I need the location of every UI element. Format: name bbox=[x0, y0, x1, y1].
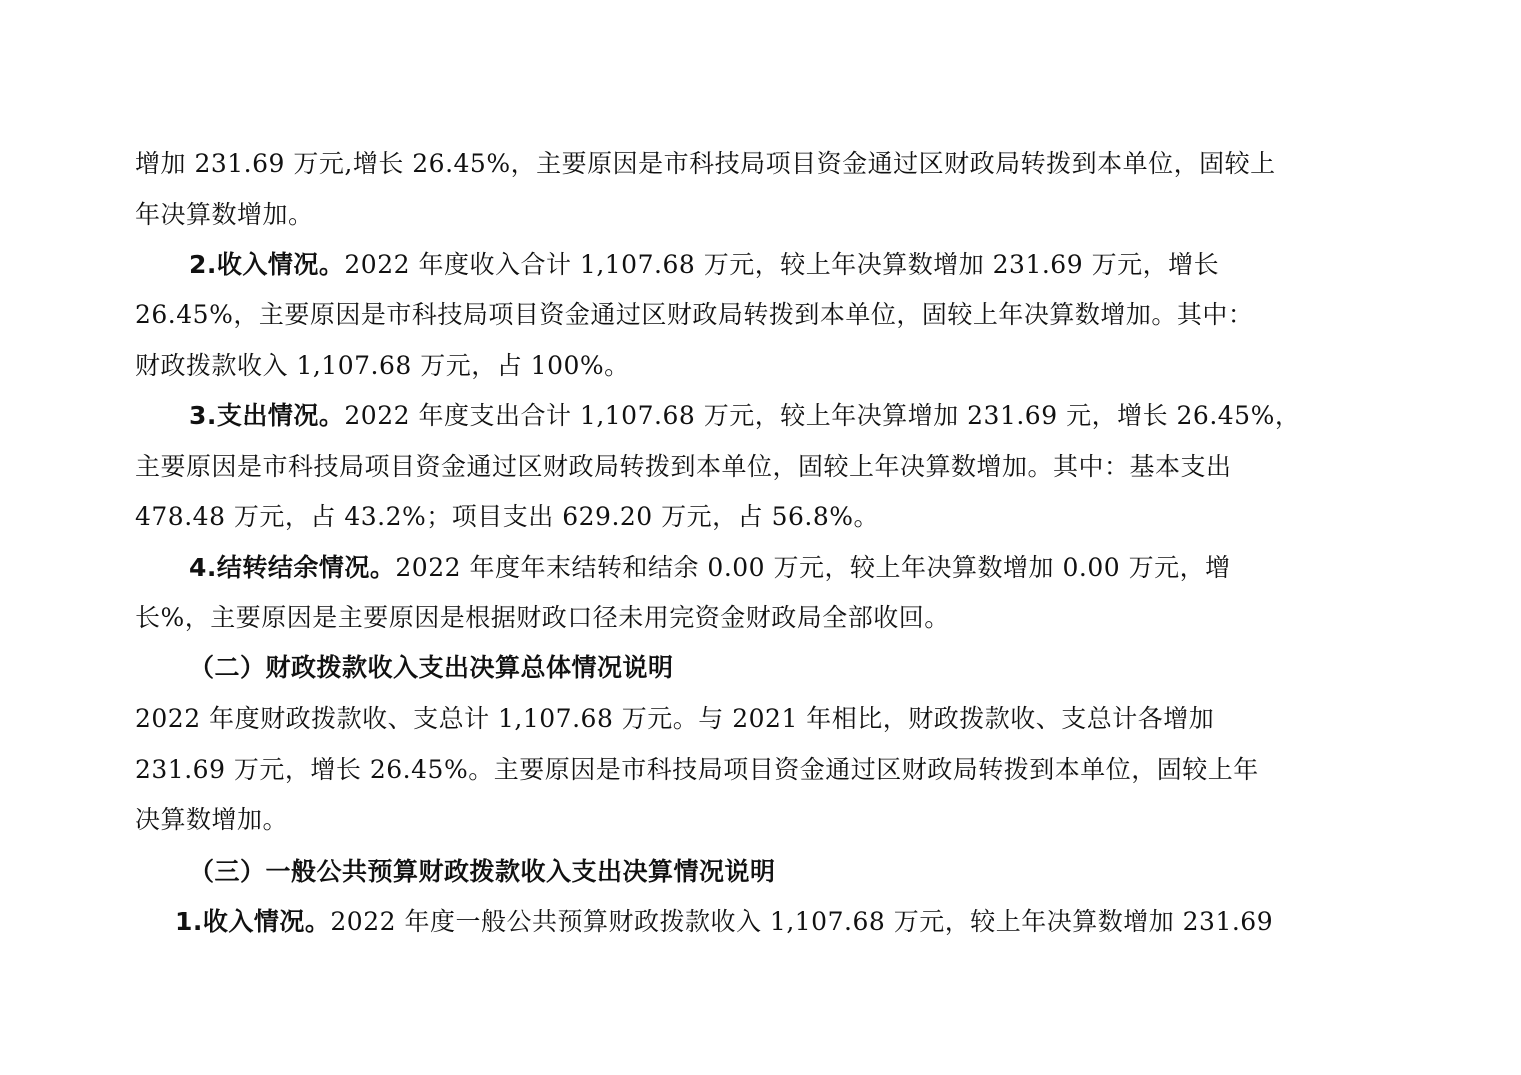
paragraph-line bbox=[135, 298, 1253, 332]
line-text: 478.48 万元，占 43.2%；项目支出 629.20 万元，占 56.8%。 bbox=[135, 502, 880, 531]
line-text: 财政拨款收入 1,107.68 万元，占 100%。 bbox=[135, 351, 630, 380]
line-text: 26.45%，主要原因是市科技局项目资金通过区财政局转拨到本单位，固较上年决算数增加。其中： bbox=[135, 300, 1254, 329]
section-heading bbox=[189, 855, 776, 889]
paragraph-line bbox=[189, 551, 1231, 585]
section-lead-bold: 3.支出情况。 bbox=[189, 401, 345, 430]
line-text: 主要原因是市科技局项目资金通过区财政局转拨到本单位，固较上年决算数增加。其中：基本支出 bbox=[135, 452, 1232, 481]
paragraph-line bbox=[189, 248, 1219, 282]
section-lead-bold: 4.结转结余情况。 bbox=[189, 553, 396, 582]
line-text: 2022 年度财政拨款收、支总计 1,107.68 万元。与 2021 年相比，财政拨款收、支总计各增加 bbox=[135, 704, 1215, 733]
line-text: 增加 231.69 万元,增长 26.45%，主要原因是市科技局项目资金通过区财政局转拨到本单位，固较上 bbox=[135, 149, 1276, 178]
section-lead-bold: 1.收入情况。 bbox=[175, 907, 331, 936]
paragraph-line bbox=[135, 198, 314, 232]
paragraph-line bbox=[135, 601, 950, 635]
paragraph-line bbox=[135, 803, 288, 837]
line-text: 2022 年度年末结转和结余 0.00 万元，较上年决算数增加 0.00 万元，增 bbox=[395, 553, 1231, 582]
paragraph-line bbox=[135, 147, 1276, 181]
section-heading bbox=[189, 651, 674, 685]
paragraph-line bbox=[135, 702, 1214, 736]
line-text: 231.69 万元，增长 26.45%。主要原因是市科技局项目资金通过区财政局转拨到本单位，固较上年 bbox=[135, 755, 1259, 784]
line-text: 2022 年度收入合计 1,107.68 万元，较上年决算数增加 231.69 万元，增长 bbox=[344, 250, 1220, 279]
line-text: 2022 年度一般公共预算财政拨款收入 1,107.68 万元，较上年决算数增加 231.69 bbox=[330, 907, 1274, 936]
section-lead-bold: 2.收入情况。 bbox=[189, 250, 345, 279]
paragraph-line bbox=[135, 450, 1232, 484]
line-text: 2022 年度支出合计 1,107.68 万元，较上年决算增加 231.69 元，增长 26.45%， bbox=[344, 401, 1301, 430]
line-text: 决算数增加。 bbox=[135, 805, 289, 834]
heading-text: （三）一般公共预算财政拨款收入支出决算情况说明 bbox=[189, 857, 776, 886]
paragraph-line bbox=[135, 500, 879, 534]
heading-text: （二）财政拨款收入支出决算总体情况说明 bbox=[189, 653, 674, 682]
line-text: 年决算数增加。 bbox=[135, 200, 314, 229]
paragraph-line bbox=[189, 399, 1300, 433]
paragraph-line bbox=[135, 349, 630, 383]
paragraph-line bbox=[175, 905, 1273, 939]
paragraph-line bbox=[135, 753, 1259, 787]
line-text: 长%，主要原因是主要原因是根据财政口径未用完资金财政局全部收回。 bbox=[135, 603, 950, 632]
